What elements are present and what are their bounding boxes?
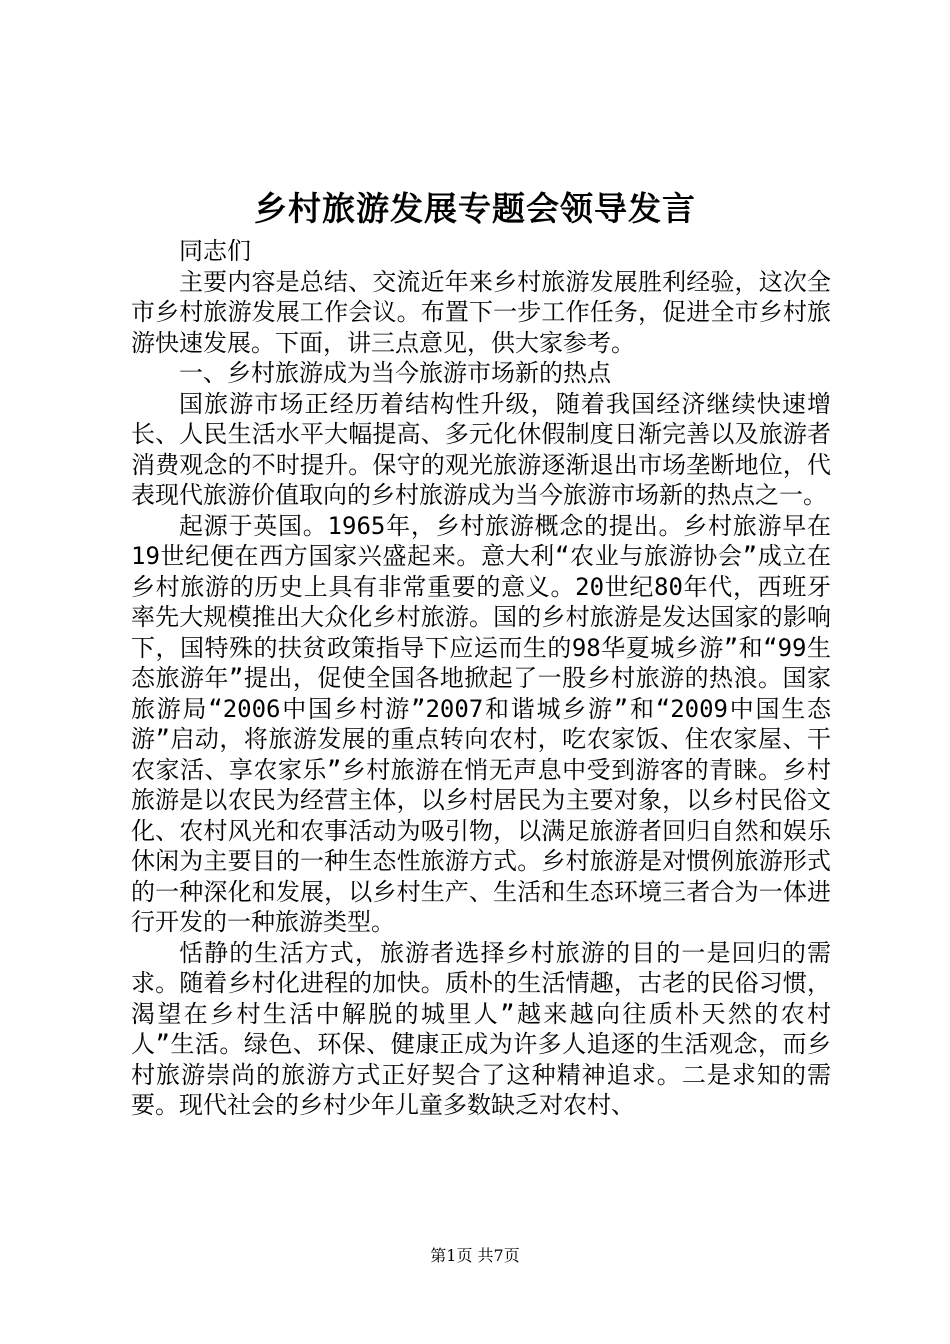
body-paragraph: 国旅游市场正经历着结构性升级，随着我国经济继续快速增长、人民生活水平大幅提高、多元化休假制度日渐完善以及旅游者消费观念的不时提升。保守的观光旅游逐渐退出市场垄断地位，代表现代旅游价值取向的乡村旅游成为当今旅游市场新的热点之一。 <box>131 389 831 509</box>
intro-paragraph: 主要内容是总结、交流近年来乡村旅游发展胜利经验，这次全市乡村旅游发展工作会议。布置下一步工作任务，促进全市乡村旅游快速发展。下面，讲三点意见，供大家参考。 <box>131 267 831 357</box>
page-footer: 第1页 共7页 <box>430 1246 520 1265</box>
salutation-paragraph: 同志们 <box>179 237 251 265</box>
body-paragraph: 恬静的生活方式，旅游者选择乡村旅游的目的一是回归的需求。随着乡村化进程的加快。质朴的生活情趣，古老的民俗习惯，渴望在乡村生活中解脱的城里人”越来越向往质朴天然的农村人”生活。绿色、环保、健康正成为许多人追逐的生活观念，而乡村旅游崇尚的旅游方式正好契合了这种精神追求。二是求知的需要。现代社会的乡村少年儿童多数缺乏对农村、 <box>131 938 831 1119</box>
body-paragraph: 起源于英国。1965年，乡村旅游概念的提出。乡村旅游早在19世纪便在西方国家兴盛起来。意大利“农业与旅游协会”成立在乡村旅游的历史上具有非常重要的意义。20世纪80年代，西班牙率先大规模推出大众化乡村旅游。国的乡村旅游是发达国家的影响下，国特殊的扶贫政策指导下应运而生的98华夏城乡游”和“99生态旅游年”提出，促使全国各地掀起了一股乡村旅游的热浪。国家旅游局“2006中国乡村游”2007和谐城乡游”和“2009中国生态游”启动，将旅游发展的重点转向农村，吃农家饭、住农家屋、干农家活、享农家乐”乡村旅游在悄无声息中受到游客的青睐。乡村旅游是以农民为经营主体，以乡村居民为主要对象，以乡村民俗文化、农村风光和农事活动为吸引物，以满足旅游者回归自然和娱乐休闲为主要目的一种生态性旅游方式。乡村旅游是对惯例旅游形式的一种深化和发展，以乡村生产、生活和生态环境三者合为一体进行开发的一种旅游类型。 <box>131 511 831 936</box>
section-heading-1: 一、乡村旅游成为当今旅游市场新的热点 <box>179 359 611 387</box>
document-body <box>131 236 831 1121</box>
document-title: 乡村旅游发展专题会领导发言 <box>254 189 696 228</box>
